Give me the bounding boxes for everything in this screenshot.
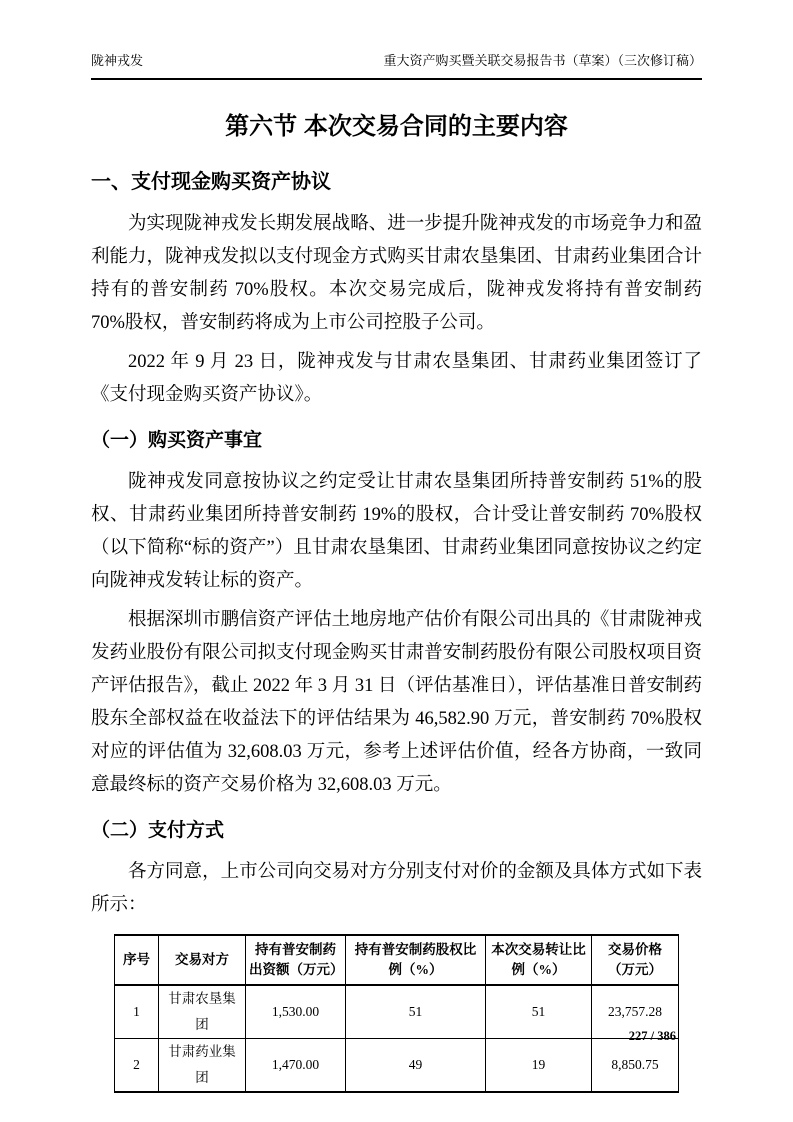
col-header-counterparty: 交易对方: [159, 935, 246, 985]
col-header-index: 序号: [115, 935, 159, 985]
header-company-name: 陇神戎发: [91, 53, 144, 68]
table-cell: 23,757.28: [592, 985, 679, 1039]
payment-table: [114, 934, 679, 1093]
header-report-title: 重大资产购买暨关联交易报告书（草案）（三次修订稿）: [383, 53, 702, 68]
chapter-title: 第六节 本次交易合同的主要内容: [225, 113, 568, 140]
paragraph: 为实现陇神戎发长期发展战略、进一步提升陇神戎发的市场竞争力和盈利能力，陇神戎发拟以支付现金方式购买甘肃农垦集团、甘肃药业集团合计持有的普安制药 70%股权。本次交易完成后，陇神戎发将持有普安制药 70%股权，普安制药将成为上市公司控股子公司。: [91, 214, 702, 333]
table-cell: 甘肃药业集团: [159, 1039, 246, 1093]
table-row: [115, 1039, 679, 1093]
table-cell: 甘肃农垦集团: [159, 985, 246, 1039]
section-1-heading: 一、支付现金购买资产协议: [91, 171, 331, 193]
paragraph: 陇神戎发同意按协议之约定受让甘肃农垦集团所持普安制药 51%的股权、甘肃药业集团所持普安制药 19%的股权，合计受让普安制药 70%股权（以下简称“标的资产”）且甘肃农垦集团、甘肃药业集团同意按协议之约定向陇神戎发转让标的资产。: [91, 472, 702, 591]
page-header: [91, 0, 702, 80]
table-cell: 1: [115, 985, 159, 1039]
col-header-transfer-ratio: 本次交易转让比例（%）: [486, 935, 592, 985]
col-header-equity-ratio: 持有普安制药股权比例（%）: [346, 935, 486, 985]
table-cell: 19: [486, 1039, 592, 1093]
table-row: [115, 985, 679, 1039]
table-cell: 2: [115, 1039, 159, 1093]
table-cell: 1,530.00: [246, 985, 346, 1039]
table-cell: 1,470.00: [246, 1039, 346, 1093]
table-cell: 8,850.75: [611, 1057, 659, 1072]
document-body: [91, 110, 702, 1093]
table-header-row: [115, 935, 679, 985]
table-cell: 49: [346, 1039, 486, 1093]
paragraph: 2022 年 9 月 23 日，陇神戎发与甘肃农垦集团、甘肃药业集团签订了《支付现金购买资产协议》。: [91, 352, 702, 405]
page-number: 227 / 386: [628, 1029, 676, 1043]
col-header-transaction-price: 交易价格（万元）: [592, 935, 679, 985]
table-cell: 51: [486, 985, 592, 1039]
col-header-capital-contribution: 持有普安制药出资额（万元）: [246, 935, 346, 985]
table-cell: 51: [346, 985, 486, 1039]
paragraph: 根据深圳市鹏信资产评估土地房地产估价有限公司出具的《甘肃陇神戎发药业股份有限公司拟支付现金购买甘肃普安制药股份有限公司股权项目资产评估报告》，截止 2022 年 3 月 31 日（评估基准日），评估基准日普安制药股东全部权益在收益法下的评估结果为 46,582.90 万元，普安制药 70%股权对应的评估值为 32,608.03 万元，参考上述评估价值，经各方协商，一致同意最终标的资产交易价格为 32,608.03 万元。: [91, 610, 702, 795]
subsection-1-heading: （一）购买资产事宜: [91, 430, 263, 451]
paragraph: 各方同意，上市公司向交易对方分别支付对价的金额及具体方式如下表所示：: [91, 862, 702, 915]
subsection-2-heading: （二）支付方式: [91, 820, 225, 841]
page-footer: [629, 1029, 676, 1044]
